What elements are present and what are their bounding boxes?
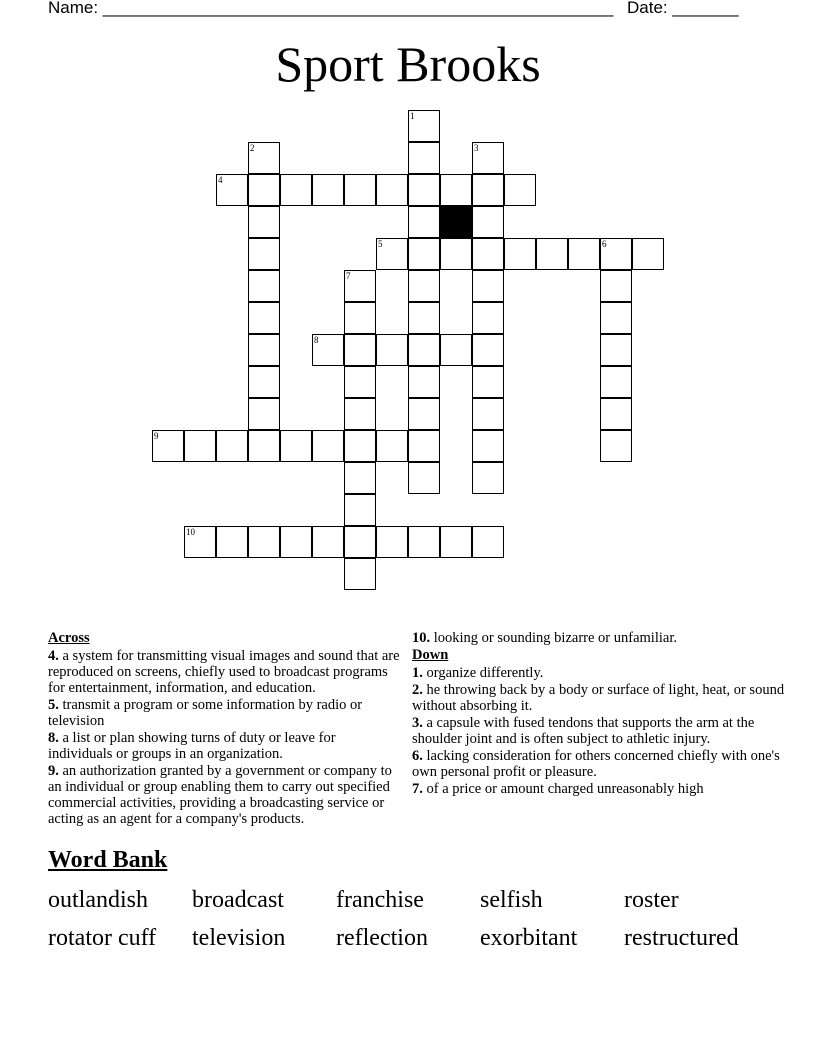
crossword-cell[interactable] [408, 238, 440, 270]
crossword-cell[interactable] [376, 238, 408, 270]
cell-number: 9 [154, 431, 159, 441]
crossword-cell[interactable] [248, 526, 280, 558]
crossword-cell[interactable] [376, 526, 408, 558]
date-field-label: Date: _______ [627, 0, 739, 17]
crossword-cell[interactable] [344, 398, 376, 430]
crossword-cell[interactable] [280, 174, 312, 206]
clue-across-10 [412, 630, 792, 646]
word-bank-item: selfish [480, 887, 543, 913]
word-bank-item: rotator cuff [48, 925, 157, 951]
crossword-cell[interactable] [280, 526, 312, 558]
crossword-cell[interactable] [312, 526, 344, 558]
clue-text: of a price or amount charged unreasonably high [426, 781, 704, 797]
crossword-cell[interactable] [344, 462, 376, 494]
crossword-cell[interactable] [248, 206, 280, 238]
crossword-cell[interactable] [248, 142, 280, 174]
crossword-cell[interactable] [600, 302, 632, 334]
crossword-cell[interactable] [600, 238, 632, 270]
clue-number: 3. [412, 715, 423, 731]
crossword-cell[interactable] [344, 270, 376, 302]
word-bank-item: restructured [624, 925, 739, 951]
crossword-cell[interactable] [184, 526, 216, 558]
clue-text: transmit a program or some information by radio or television [48, 697, 363, 729]
crossword-cell[interactable] [472, 270, 504, 302]
clue-number: 2. [412, 682, 423, 698]
crossword-cell[interactable] [312, 174, 344, 206]
crossword-cell[interactable] [408, 398, 440, 430]
clue-down-3 [412, 715, 792, 747]
crossword-cell[interactable] [408, 334, 440, 366]
clue-across-4 [48, 648, 400, 696]
page-title: Sport Brooks [275, 36, 541, 92]
cell-number: 8 [314, 335, 319, 345]
crossword-cell[interactable] [248, 430, 280, 462]
clue-down-7 [412, 781, 792, 797]
crossword-cell[interactable] [408, 302, 440, 334]
crossword-cell[interactable] [472, 334, 504, 366]
down-heading: Down [412, 647, 449, 663]
crossword-cell[interactable] [248, 398, 280, 430]
crossword-cell[interactable] [472, 302, 504, 334]
crossword-cell[interactable] [440, 174, 472, 206]
crossword-cell[interactable] [152, 430, 184, 462]
crossword-cell[interactable] [600, 366, 632, 398]
clue-text: lacking consideration for others concerned chiefly with one's own personal profit or pleasure. [412, 748, 780, 780]
crossword-cell[interactable] [248, 238, 280, 270]
crossword-cell[interactable] [472, 366, 504, 398]
clue-number: 6. [412, 748, 423, 764]
crossword-cell[interactable] [472, 526, 504, 558]
clue-down-6 [412, 748, 792, 780]
crossword-cell[interactable] [344, 430, 376, 462]
crossword-cell[interactable] [408, 206, 440, 238]
crossword-cell[interactable] [408, 462, 440, 494]
crossword-cell[interactable] [248, 366, 280, 398]
crossword-cell[interactable] [568, 238, 600, 270]
clue-number: 10. [412, 630, 431, 646]
crossword-cell[interactable] [632, 238, 664, 270]
crossword-cell[interactable] [248, 302, 280, 334]
crossword-cell[interactable] [280, 430, 312, 462]
clue-text: a capsule with fused tendons that supports the arm at the shoulder joint and is often subject to athletic injury. [412, 715, 755, 747]
cell-number: 4 [218, 175, 223, 185]
name-field-label: Name: ______________________________________________________ [48, 0, 614, 17]
clue-number: 8. [48, 730, 59, 746]
clue-across-8 [48, 730, 400, 762]
clue-text: a system for transmitting visual images and sound that are reproduced on screens, chiefly used to broadcast programs for entertainment, information, and education. [48, 648, 400, 696]
crossword-cell[interactable] [344, 366, 376, 398]
crossword-cell[interactable] [440, 334, 472, 366]
crossword-cell[interactable] [472, 206, 504, 238]
crossword-cell[interactable] [344, 494, 376, 526]
crossword-cell[interactable] [472, 430, 504, 462]
clue-number: 1. [412, 665, 423, 681]
crossword-cell[interactable] [376, 174, 408, 206]
cell-number: 2 [250, 143, 255, 153]
clue-number: 9. [48, 763, 59, 779]
black-cell [440, 206, 472, 238]
word-bank-item: broadcast [192, 887, 284, 913]
clue-across-5 [48, 697, 400, 729]
crossword-cell[interactable] [600, 334, 632, 366]
crossword-cell[interactable] [536, 238, 568, 270]
clue-text: a list or plan showing turns of duty or leave for individuals or groups in an organization. [48, 730, 336, 762]
clue-number: 5. [48, 697, 59, 713]
clue-number: 4. [48, 648, 59, 664]
crossword-cell[interactable] [344, 174, 376, 206]
crossword-cell[interactable] [472, 238, 504, 270]
crossword-cell[interactable] [472, 174, 504, 206]
crossword-cell[interactable] [344, 334, 376, 366]
crossword-cell[interactable] [600, 270, 632, 302]
crossword-cell[interactable] [472, 142, 504, 174]
word-bank-item: franchise [336, 887, 424, 913]
crossword-cell[interactable] [376, 334, 408, 366]
crossword-cell[interactable] [376, 430, 408, 462]
word-bank-item: roster [624, 887, 679, 913]
crossword-cell[interactable] [472, 398, 504, 430]
clue-text: an authorization granted by a government or company to an individual or group enabling them to carry out specified commercial activities, providing a broadcasting service or acting as an agent for a company's products. [48, 763, 392, 827]
crossword-cell[interactable] [600, 430, 632, 462]
clue-number: 7. [412, 781, 423, 797]
crossword-cell[interactable] [344, 302, 376, 334]
cell-number: 5 [378, 239, 383, 249]
crossword-cell[interactable] [344, 558, 376, 590]
crossword-cell[interactable] [216, 430, 248, 462]
crossword-cell[interactable] [248, 334, 280, 366]
cell-number: 6 [602, 239, 607, 249]
clue-across-9 [48, 763, 400, 827]
crossword-cell[interactable] [472, 462, 504, 494]
clue-text: looking or sounding bizarre or unfamiliar. [433, 630, 677, 646]
clue-down-2 [412, 682, 792, 714]
crossword-cell[interactable] [440, 526, 472, 558]
crossword-cell[interactable] [312, 334, 344, 366]
crossword-cell[interactable] [408, 142, 440, 174]
across-heading: Across [48, 630, 90, 646]
clues-column-right [412, 630, 792, 798]
crossword-cell[interactable] [248, 270, 280, 302]
crossword-cell[interactable] [408, 526, 440, 558]
crossword-cell[interactable] [216, 526, 248, 558]
crossword-cell[interactable] [408, 430, 440, 462]
cell-number: 1 [410, 111, 415, 121]
crossword-cell[interactable] [504, 174, 536, 206]
word-bank-item: outlandish [48, 887, 148, 913]
clues-column-left [48, 630, 400, 828]
crossword-cell[interactable] [408, 174, 440, 206]
cell-number: 3 [474, 143, 479, 153]
crossword-cell[interactable] [184, 430, 216, 462]
cell-number: 7 [346, 271, 351, 281]
clue-text: organize differently. [426, 665, 544, 681]
word-bank-item: television [192, 925, 286, 951]
crossword-cell[interactable] [312, 430, 344, 462]
word-bank-title: Word Bank [48, 847, 168, 873]
word-bank-item: reflection [336, 925, 428, 951]
crossword-cell[interactable] [408, 270, 440, 302]
crossword-cell[interactable] [600, 398, 632, 430]
crossword-cell[interactable] [216, 174, 248, 206]
word-bank-item: exorbitant [480, 925, 578, 951]
crossword-cell[interactable] [408, 366, 440, 398]
crossword-cell[interactable] [408, 110, 440, 142]
crossword-cell[interactable] [248, 174, 280, 206]
crossword-cell[interactable] [440, 238, 472, 270]
crossword-cell[interactable] [344, 526, 376, 558]
crossword-cell[interactable] [504, 238, 536, 270]
cell-number: 10 [186, 527, 195, 537]
clue-text: he throwing back by a body or surface of light, heat, or sound without absorbing it. [412, 682, 785, 714]
clue-down-1 [412, 665, 792, 681]
